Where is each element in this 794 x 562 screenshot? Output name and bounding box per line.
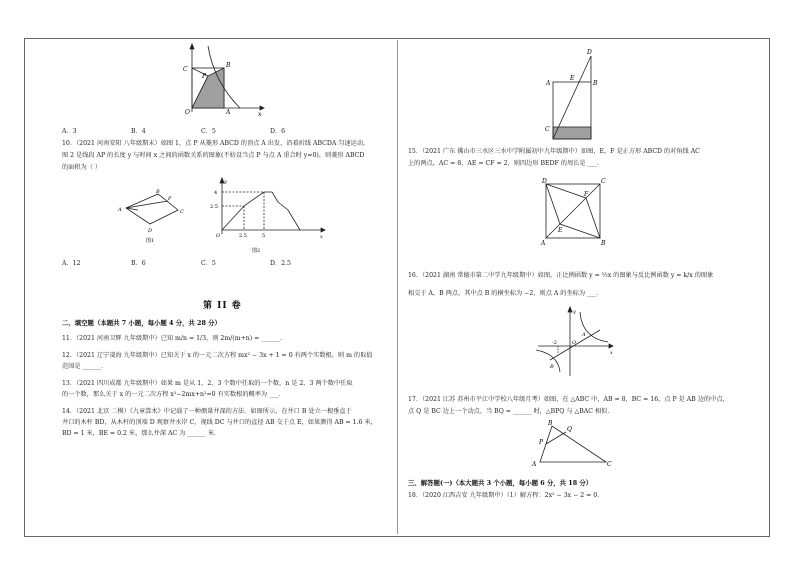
q10-option-d: D．2.5 (270, 260, 291, 267)
triangle-ABC (540, 426, 606, 462)
q15-square-figure (538, 178, 608, 250)
label-D: D (148, 228, 153, 234)
q18: 18．（2020 江西吉安 九年级期中）（1）解方程：2x² − 3x − 2 = 0． (408, 492, 604, 499)
label-Q: Q (567, 426, 572, 433)
q10-figure2-graph (208, 176, 328, 256)
label-A: A (226, 109, 231, 116)
label-O: O (185, 109, 190, 116)
label-E: E (558, 227, 563, 234)
q14-well-figure (540, 44, 606, 144)
label-C: C (180, 209, 184, 215)
q15-line1: 15．（2021 广东 佛山市三水区三水中学附属初中九年级期中）如图，E，F 是正方形 ABCD 的对角线 AC (408, 148, 700, 155)
label-B: B (226, 62, 231, 69)
q9-option-b: B．4 (131, 128, 146, 135)
q9-option-c: C．5 (201, 128, 216, 135)
label-A: A (582, 332, 586, 338)
q15-line2: 上的两点，AC = 8，AE = CF = 2，则四边形 BEDF 的周长是 ___． (408, 160, 603, 167)
label-B: B (550, 364, 554, 370)
label-F: F (584, 191, 589, 198)
water-shading (553, 127, 591, 139)
label-A: A (532, 461, 537, 468)
fig1-caption: 图1 (146, 238, 155, 244)
label-C: C (545, 126, 550, 133)
section-2-heading: 二、填空题（本题共 7 小题，每小题 4 分，共 28 分） (62, 319, 221, 327)
tick-y-2-5: 2.5 (210, 204, 218, 210)
q9-option-d: D．6 (270, 128, 286, 135)
shaded-region (192, 68, 224, 108)
q10-line2: 图 2 是线段 AP 的长度 y 与时间 x 之间的函数关系的图象(不妨设当点 P 与点 A 重合时 y=0)，则菱形 ABCD (62, 152, 365, 159)
q13-line2: 的一个数，那么关于 x 的一元二次方程 x²−2mx+n²=0 有实数根的概率为 ___． (62, 391, 285, 398)
q13-line1: 13．（2021 四川成都 九年级期中）如果 m 是从 1、2、3 个数中任取的一个数，n 是 2、3 两个数中任取 (62, 380, 353, 387)
label-P: P (539, 439, 544, 446)
label-O: O (572, 340, 577, 346)
label-P: P (202, 73, 207, 80)
q17-line1: 17．（2021 江苏 苏州市平江中学校八年级月考）如图，在 △ABC 中，AB = 8，BC = 16，点 P 是 AB 边的中点， (408, 396, 729, 403)
q14-line3: BD = 1 米，BE = 0.2 米，那么井深 AC 为 ______ 米． (62, 430, 221, 437)
label-x: x (610, 350, 613, 356)
label-y: y (224, 179, 227, 185)
q16-line1: 16．（2021 湖南 常德市第二中学九年级期中）如图，正比例函数 y = ½x 的图象与反比例函数 y = k/x 的图象 (408, 272, 714, 279)
label-E: E (570, 75, 575, 82)
diagonal-AC (546, 184, 600, 238)
q10-option-a: A．12 (62, 260, 81, 267)
graph-curve (222, 192, 300, 230)
q10-figure1-rhombus (116, 186, 188, 244)
q10-line1: 10．（2021 河南安阳 八年级期末）如图 1，点 P 从菱形 ABCD 的顶点 A 出发，沿着折线 ABCDA 匀速运动， (62, 140, 370, 147)
q16-line2: 相交于 A，B 两点，其中点 B 的横坐标为 −2，则点 A 的坐标为 ___． (408, 290, 603, 297)
q14-line1: 14．（2021 北京 二模）《九章算术》中记载了一种测量井深的方法．如图所示，在井口 B 处立一根垂直于 (62, 408, 352, 415)
label-C: C (183, 66, 188, 73)
q10-option-c: C．5 (201, 260, 216, 267)
tick-4: 4 (214, 190, 218, 196)
label-y: y (573, 309, 576, 315)
label-A: A (541, 240, 546, 247)
label-D: D (542, 178, 547, 185)
label-B: B (156, 189, 160, 195)
q12-line2: 范围是 ______． (62, 363, 108, 370)
hyperbola-branch-2 (536, 350, 560, 372)
label-B: B (548, 420, 553, 427)
part-two-title: 第 II 卷 (203, 301, 242, 311)
label-B: B (601, 240, 606, 247)
q10-option-b: B．6 (131, 260, 146, 267)
label-A: A (118, 207, 122, 213)
label-B: B (593, 80, 598, 87)
tick-neg2: -2 (552, 340, 557, 346)
q9-option-a: A．3 (62, 128, 77, 135)
label-P: P (168, 196, 172, 202)
section-3-heading: 三、解答题(一)（本大题共 3 个小题，每小题 6 分，共 18 分） (408, 479, 593, 487)
label-A: A (546, 80, 551, 87)
q12-line1: 12．（2021 辽宁凌海 九年级期中）已知关于 x 的一元二次方程 mx² − 3x + 1 = 0 有两个实数根，则 m 的取值 (62, 352, 373, 359)
label-O: O (216, 233, 221, 239)
label-x: x (320, 234, 323, 240)
fig2-caption: 图2 (252, 248, 261, 254)
q17-triangle-figure (530, 420, 614, 468)
q16-function-figure (536, 306, 616, 378)
sight-line-DC (553, 56, 591, 139)
q11: 11．（2021 河南卫辉 九年级期中）已知 m/n = 1/3，则 2m/(m+n) = ______． (62, 335, 287, 342)
q14-line2: 井口的木杆 BD，从木杆的顶端 D 观察井水岸 C，视线 DC 与井口的直径 AB 交于点 E，如果测得 AB = 1.6 米， (62, 419, 377, 426)
tick-x-2-5: 2.5 (239, 233, 247, 239)
label-D: D (587, 49, 592, 56)
label-x: x (258, 111, 262, 118)
q17-line2: 点 Q 是 BC 边上一个动点，当 BQ = ______ 时，△BPQ 与 △BAC 相似． (408, 408, 614, 415)
q10-line3: 的面积为（ ） (62, 164, 102, 171)
label-C: C (607, 461, 612, 468)
q9-figure (180, 42, 270, 118)
tick-x-5: 5 (262, 233, 266, 239)
label-C: C (601, 178, 606, 185)
column-divider (397, 40, 398, 534)
